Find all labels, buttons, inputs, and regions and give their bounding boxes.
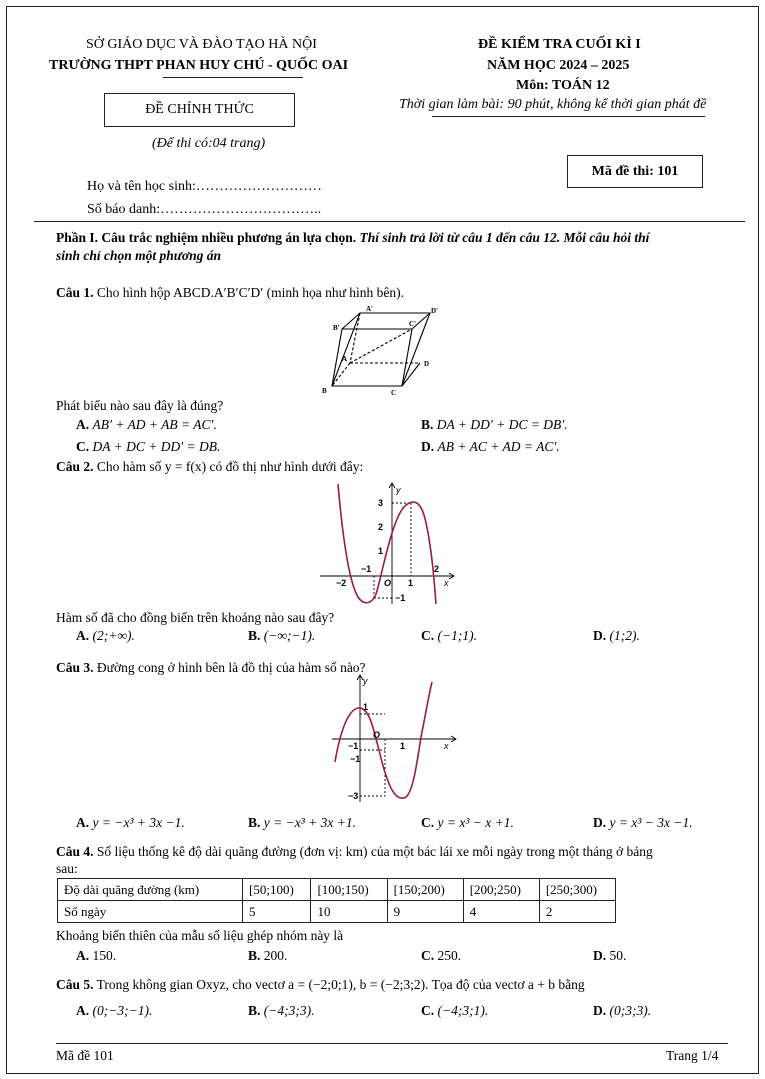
tick-label: 1 bbox=[363, 702, 369, 712]
subject: Môn: TOÁN 12 bbox=[516, 78, 610, 93]
footer-exam-code: Mã đề 101 bbox=[56, 1048, 114, 1063]
origin-label: O bbox=[384, 578, 392, 588]
vertex-label: C bbox=[391, 389, 397, 397]
table-cell: 4 bbox=[463, 901, 539, 923]
question-4-cont: sau: bbox=[56, 861, 78, 876]
tick-label: −1 bbox=[348, 741, 359, 751]
table-cell: 5 bbox=[243, 901, 311, 923]
table-cell: [200;250) bbox=[463, 879, 539, 901]
option-1a[interactable]: A. AB′ + AD + AB = AC′. bbox=[76, 417, 217, 432]
question-text: Trong không gian Oxyz, cho vectơ a = (−2;0;1), b = (−2;3;2). Tọa độ của vectơ a + b bằng bbox=[96, 977, 585, 992]
department-name: SỞ GIÁO DỤC VÀ ĐÀO TẠO HÀ NỘI bbox=[86, 37, 317, 52]
tick-label: −1 bbox=[350, 754, 361, 764]
option-3a[interactable]: A. y = −x³ + 3x −1. bbox=[76, 815, 185, 830]
option-2c[interactable]: C. (−1;1). bbox=[421, 628, 477, 643]
function-graph-q3 bbox=[330, 672, 460, 807]
part1-title: Phần I. Câu trắc nghiệm nhiều phương án lựa chọn. bbox=[56, 230, 357, 245]
question-label: Câu 3. bbox=[56, 660, 94, 675]
tick-label: 3 bbox=[378, 498, 384, 508]
official-exam-box: ĐỀ CHÍNH THỨC bbox=[104, 93, 295, 127]
axis-label: y bbox=[396, 485, 401, 495]
question-text: Cho hình hộp ABCD.A′B′C′D′ (minh họa như hình bên). bbox=[96, 285, 405, 300]
vertex-label: A' bbox=[366, 305, 373, 313]
table-cell: [150;200) bbox=[387, 879, 463, 901]
question-5 bbox=[56, 977, 585, 993]
option-1b[interactable]: B. DA + DD′ + DC = DB′. bbox=[421, 417, 568, 432]
option-4d[interactable]: D. 50. bbox=[593, 948, 627, 963]
part1-instruction-cont: sinh chỉ chọn một phương án bbox=[56, 248, 222, 263]
student-name-line: Họ và tên học sinh:……………………… bbox=[87, 179, 322, 194]
option-5a[interactable]: A. (0;−3;−1). bbox=[76, 1003, 153, 1018]
question-label: Câu 1. bbox=[56, 285, 94, 300]
question-label: Câu 4. bbox=[56, 844, 94, 859]
header-divider bbox=[34, 221, 745, 222]
time-underline bbox=[432, 116, 705, 117]
vertex-label: A bbox=[342, 355, 348, 363]
exam-code-box: Mã đề thi: 101 bbox=[567, 155, 703, 188]
axis-label: x bbox=[444, 578, 449, 588]
school-year: NĂM HỌC 2024 – 2025 bbox=[487, 58, 630, 73]
question-4-prompt: Khoảng biến thiên của mẫu số liệu ghép nhóm này là bbox=[56, 928, 344, 943]
table-cell: [250;300) bbox=[539, 879, 615, 901]
part1-heading bbox=[56, 230, 649, 246]
option-2d[interactable]: D. (1;2). bbox=[593, 628, 640, 643]
option-5d[interactable]: D. (0;3;3). bbox=[593, 1003, 652, 1018]
frequency-table bbox=[57, 878, 616, 923]
question-label: Câu 2. bbox=[56, 459, 94, 474]
option-3c[interactable]: C. y = x³ − x +1. bbox=[421, 815, 514, 830]
tick-label: −1 bbox=[395, 593, 406, 603]
question-text: Số liệu thống kê độ dài quãng đường (đơn vị: km) của một bác lái xe mỗi ngày trong một tháng ở bảng bbox=[96, 844, 653, 859]
question-4 bbox=[56, 844, 653, 860]
student-id-line: Số báo danh:…………………………….. bbox=[87, 202, 322, 217]
table-cell: 10 bbox=[311, 901, 387, 923]
axis-label: y bbox=[363, 676, 368, 686]
tick-label: 1 bbox=[378, 546, 384, 556]
option-4b[interactable]: B. 200. bbox=[248, 948, 288, 963]
pages-note: (Để thi có:04 trang) bbox=[152, 136, 266, 151]
footer-page-number: Trang 1/4 bbox=[666, 1048, 719, 1063]
option-4c[interactable]: C. 250. bbox=[421, 948, 462, 963]
tick-label: 1 bbox=[408, 578, 414, 588]
tick-label: 2 bbox=[434, 564, 440, 574]
option-4a[interactable]: A. 150. bbox=[76, 948, 117, 963]
table-cell: [50;100) bbox=[243, 879, 311, 901]
option-1c[interactable]: C. DA + DC + DD′ = DB. bbox=[76, 439, 221, 454]
table-cell: 9 bbox=[387, 901, 463, 923]
option-2b[interactable]: B. (−∞;−1). bbox=[248, 628, 316, 643]
tick-label: −1 bbox=[361, 564, 372, 574]
tick-label: −3 bbox=[348, 791, 359, 801]
function-graph-q2 bbox=[318, 480, 458, 608]
question-label: Câu 5. bbox=[56, 977, 94, 992]
vertex-label: D bbox=[424, 360, 430, 368]
tick-label: 1 bbox=[400, 741, 406, 751]
option-3d[interactable]: D. y = x³ − 3x −1. bbox=[593, 815, 693, 830]
school-name: TRƯỜNG THPT PHAN HUY CHÚ - QUỐC OAI bbox=[49, 58, 349, 73]
vertex-label: B' bbox=[333, 324, 340, 332]
question-text: Đường cong ở hình bên là đồ thị của hàm số nào? bbox=[96, 660, 366, 675]
table-cell: Số ngày bbox=[58, 901, 243, 923]
tick-label: 2 bbox=[378, 522, 384, 532]
question-text: Cho hàm số y = f(x) có đồ thị như hình dưới đây: bbox=[96, 459, 364, 474]
vertex-label: D' bbox=[431, 307, 438, 315]
question-2-prompt: Hàm số đã cho đồng biến trên khoảng nào sau đây? bbox=[56, 610, 335, 625]
school-underline bbox=[163, 77, 303, 78]
footer-divider bbox=[56, 1043, 728, 1044]
option-5c[interactable]: C. (−4;3;1). bbox=[421, 1003, 489, 1018]
origin-label: O bbox=[373, 730, 381, 740]
tick-label: −2 bbox=[336, 578, 347, 588]
table-cell: Độ dài quãng đường (km) bbox=[58, 879, 243, 901]
option-2a[interactable]: A. (2;+∞). bbox=[76, 628, 135, 643]
table-row bbox=[58, 879, 616, 901]
time-note: Thời gian làm bài: 90 phút, không kể thời gian phát đề bbox=[399, 97, 707, 112]
parallelepiped-figure bbox=[318, 302, 438, 397]
table-row bbox=[58, 901, 616, 923]
part1-instruction: Thí sinh trả lời từ câu 1 đến câu 12. Mỗi câu hỏi thí bbox=[359, 230, 650, 245]
option-3b[interactable]: B. y = −x³ + 3x +1. bbox=[248, 815, 356, 830]
option-5b[interactable]: B. (−4;3;3). bbox=[248, 1003, 315, 1018]
table-cell: 2 bbox=[539, 901, 615, 923]
exam-title: ĐỀ KIỂM TRA CUỐI KÌ I bbox=[478, 37, 641, 52]
question-3 bbox=[56, 660, 366, 676]
question-1-prompt: Phát biểu nào sau đây là đúng? bbox=[56, 398, 224, 413]
question-1 bbox=[56, 285, 404, 301]
axis-label: x bbox=[444, 741, 449, 751]
vertex-label: C' bbox=[409, 320, 416, 328]
vertex-label: B bbox=[322, 387, 327, 395]
option-1d[interactable]: D. AB + AC + AD = AC′. bbox=[421, 439, 560, 454]
question-2 bbox=[56, 459, 363, 475]
table-cell: [100;150) bbox=[311, 879, 387, 901]
